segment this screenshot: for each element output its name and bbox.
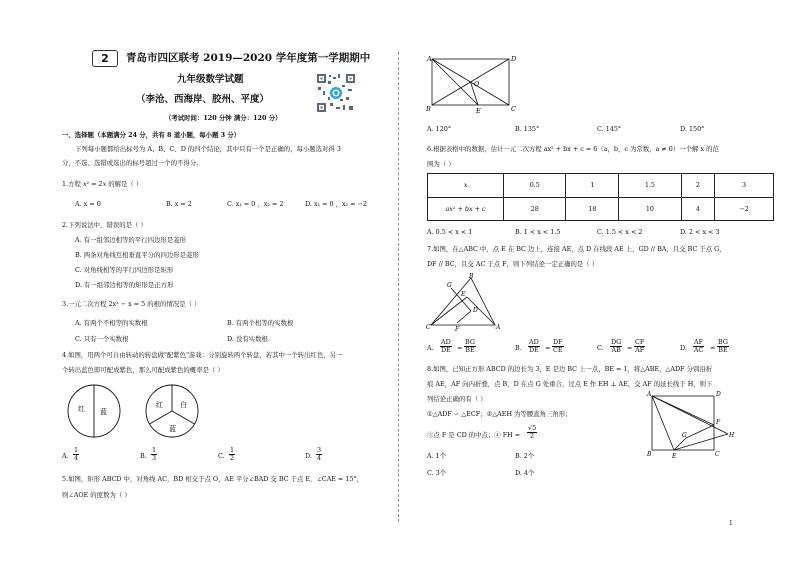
q4-option-a-label: A. <box>62 452 69 460</box>
q7-c-left-fraction <box>610 339 622 354</box>
q3-option-b: B. 有两个相等的实数根 <box>227 319 294 327</box>
q4-b-numerator: 1 <box>152 446 157 454</box>
q5-stem-line2: 则∠AOE 的度数为（ ） <box>62 491 131 499</box>
q5-label-o: O <box>474 80 480 88</box>
table-row <box>428 174 774 198</box>
q8-option-a: A. 1个 <box>427 452 447 460</box>
q8-label-h: H <box>729 432 735 439</box>
q5-option-c: C. 145° <box>597 125 622 133</box>
section-1-instruction-line1: 下列每小题都给出标号为 A、B、C、D 的四个结论，其中只有一个是正确的，每小题选对得 3 <box>75 145 341 153</box>
q3-option-a: A. 有两个不相等的实数根 <box>75 319 148 327</box>
q4-c-denominator: 2 <box>230 454 235 462</box>
q8-fh-fraction <box>527 425 537 440</box>
fraction-denominator: CE <box>553 346 563 354</box>
fraction-numerator: AD <box>441 338 451 346</box>
table-cell: 28 <box>504 197 566 221</box>
q5-label-d: D <box>511 55 517 63</box>
q5-rectangle-figure <box>420 52 520 114</box>
fraction-denominator: BE <box>465 346 475 354</box>
q4-a-numerator: 1 <box>74 446 79 454</box>
q5-label-e: E <box>476 107 481 114</box>
spinner1-label-blue: 蓝 <box>100 408 107 416</box>
fraction-denominator: AC <box>693 346 704 354</box>
q8-statements-line2: ③点 F 是 CD 的中点；④ FH = <box>427 431 521 439</box>
exam-regions: （李沧、西海岸、胶州、平度） <box>136 94 270 105</box>
fraction-denominator: 2 <box>530 432 535 440</box>
q5-option-a: A. 120° <box>427 125 452 133</box>
table-cell: 3 <box>715 174 774 198</box>
fraction-numerator: √5 <box>528 424 537 432</box>
q5-stem-line1: 5.如图，矩形 ABCD 中，对角线 AC，BD 相交于点 O，AE 平分∠BAD 交 BC 于点 E，∠CAE = 15°， <box>62 475 364 483</box>
fraction-numerator: BG <box>465 338 475 346</box>
q8-label-g: G <box>682 432 687 439</box>
table-cell: 2 <box>681 174 715 198</box>
table-row <box>428 197 774 221</box>
q4-b-denominator: 3 <box>152 454 157 462</box>
q4-spinner-red-blue <box>64 381 124 441</box>
q4-stem-line1: 4.如图，用两个可自由转动的转盘做"配紫色"游戏：分别旋转两个转盘，若其中一个转出红色，另一 <box>62 351 343 359</box>
q7-stem-line1: 7.如图，在△ABC 中，点 E 在 BC 边上，连接 AE，点 D 在线段 AE 上，GD // BA，且交 BC 于点 G， <box>427 245 726 253</box>
table-cell: ax² + bx + c <box>428 197 504 221</box>
table-cell: 1 <box>566 174 619 198</box>
equals-sign: = <box>545 344 551 352</box>
q7-d-left-fraction <box>693 339 704 354</box>
q7-option-a-label: A. <box>427 344 434 352</box>
q2-stem: 2.下列说法中，错误的是（ ） <box>62 221 147 229</box>
fraction-denominator: DE <box>528 346 539 354</box>
q7-label-g: G <box>447 282 452 289</box>
section-1-title: 一、选择题（本题满分 24 分，共有 8 道小题，每小题 3 分） <box>62 131 241 139</box>
page-number: 1 <box>729 520 733 527</box>
q1-stem <box>62 180 142 188</box>
q2-option-d: D. 有一组邻边相等的矩形是正方形 <box>75 281 174 289</box>
q8-square-figure <box>644 390 736 460</box>
q3-stem: 3.一元二次方程 2x² − x = 5 的根的情况是（ ） <box>62 300 201 308</box>
table-cell: x <box>428 174 504 198</box>
q8-label-d: D <box>716 391 721 398</box>
fraction-numerator: BG <box>718 338 728 346</box>
q7-option-b-label: B. <box>515 344 522 352</box>
exam-info: （考试时间：120 分钟 满分：120 分） <box>165 114 282 122</box>
q4-option-c-fraction <box>229 447 235 462</box>
q7-triangle-figure <box>423 272 503 332</box>
q7-label-a: A <box>496 324 501 331</box>
q6-value-table <box>427 173 774 221</box>
q4-option-c-label: C. <box>218 452 225 460</box>
table-cell: 4 <box>681 197 715 221</box>
q7-b-left-fraction <box>528 339 540 354</box>
q8-label-b: B <box>647 451 652 458</box>
q7-label-d: D <box>473 307 478 314</box>
spinner2-label-blue: 蓝 <box>169 425 176 433</box>
fraction-denominator: DE <box>440 346 451 354</box>
q7-c-right-fraction <box>634 339 645 354</box>
q5-label-c: C <box>511 105 516 113</box>
fraction-numerator: CF <box>635 338 645 346</box>
q7-b-right-fraction <box>552 339 564 354</box>
table-cell: 10 <box>619 197 681 221</box>
exam-title: 青岛市四区联考 2019—2020 学年度第一学期期中 <box>126 52 371 64</box>
q4-spinner-red-white-blue <box>142 381 202 441</box>
q1-option-a: A. x = 0 <box>75 200 101 208</box>
q1-option-c: C. x₁ = 0 ，x₂ = 2 <box>227 200 284 208</box>
fraction-numerator: AD <box>529 338 539 346</box>
qr-code-image <box>316 73 356 113</box>
q8-stem-line2: 痕 AE，AF 向内折叠，点 B，D 在点 G 处重合，过点 E 作 EH ⊥ AE，交 AF 的延长线于 H，则下 <box>427 380 713 388</box>
q5-option-b: B. 135° <box>515 125 540 133</box>
q8-stem-line1: 8.如图，已知正方形 ABCD 的边长为 3，E 是边 BC 上一点，BE = 1，将△ABE，△ADF 分别沿折 <box>427 365 713 373</box>
q7-label-e: E <box>461 291 466 298</box>
equals-sign: = <box>710 344 716 352</box>
section-1-instruction-line2: 分，不选、选错或选出的标号超过一个的不得分. <box>62 159 199 167</box>
fraction-denominator: AB <box>611 346 621 354</box>
q4-option-d-fraction <box>316 447 322 462</box>
q1-stem-text: 1.方程 <box>62 180 81 188</box>
q8-option-c: C. 3个 <box>427 469 447 477</box>
q7-label-b: B <box>469 273 474 280</box>
q4-a-denominator: 4 <box>74 454 79 462</box>
q8-label-e: E <box>672 453 677 460</box>
q7-a-left-fraction <box>440 339 452 354</box>
q8-label-a: A <box>647 391 652 398</box>
q7-option-c-label: C. <box>597 344 604 352</box>
q8-option-d: D. 4个 <box>515 469 535 477</box>
q4-d-denominator: 4 <box>317 454 322 462</box>
q2-option-c: C. 对角线相等的平行四边形是矩形 <box>75 266 174 274</box>
q4-option-d-label: D. <box>305 452 312 460</box>
table-cell: 1.5 <box>619 174 681 198</box>
q1-equation: x² = 2x <box>82 180 107 188</box>
q8-label-c: C <box>715 451 720 458</box>
exam-subtitle: 九年级数学试题 <box>177 74 244 85</box>
q4-stem-line2: 个转出蓝色即可配成紫色，那么可配成紫色的概率是（ ） <box>62 366 224 374</box>
q8-statements-line1: ①△ADF ∽ △ECF；②△AEH 为等腰直角三角形； <box>427 410 572 418</box>
q1-option-d: D. x₁ = 0 ，x₂ = −2 <box>305 200 368 208</box>
fraction-denominator: AF <box>635 346 645 354</box>
spinner1-label-red: 红 <box>78 405 85 413</box>
q7-option-d-label: D. <box>680 344 687 352</box>
equals-sign: = <box>457 344 463 352</box>
q3-option-c: C. 只有一个实数根 <box>75 335 129 343</box>
q7-a-right-fraction <box>464 339 476 354</box>
q4-d-numerator: 3 <box>317 446 322 454</box>
q6-option-d: D. 2 < x < 3 <box>680 228 720 236</box>
q7-d-right-fraction <box>717 339 729 354</box>
q5-label-b: B <box>426 105 431 113</box>
spinner2-label-red: 红 <box>156 401 163 409</box>
q5-label-a: A <box>427 55 432 63</box>
fraction-numerator: DF <box>553 338 563 346</box>
q8-option-b: B. 2个 <box>515 452 535 460</box>
q6-option-a: A. 0.5 < x < 1 <box>427 228 473 236</box>
q4-option-a-fraction <box>73 447 79 462</box>
q2-option-a: A. 有一组邻边相等的平行四边形是菱形 <box>75 236 186 244</box>
q4-c-numerator: 1 <box>230 446 235 454</box>
table-cell: 18 <box>566 197 619 221</box>
column-divider <box>398 52 399 522</box>
q8-stem-line3: 列结论正确的有（ ） <box>427 395 487 403</box>
q6-option-c: C. 1.5 < x < 2 <box>597 228 643 236</box>
fraction-numerator: AF <box>694 338 704 346</box>
q7-label-f: F <box>455 326 460 332</box>
q1-option-b: B. x = 2 <box>166 200 192 208</box>
fraction-denominator: BE <box>718 346 728 354</box>
table-cell: −2 <box>715 197 774 221</box>
q4-option-b-label: B. <box>140 452 147 460</box>
q2-option-b: B. 两条对角线互相垂直平分的四边形是菱形 <box>75 251 199 259</box>
q6-stem-line2: 围为（ ） <box>427 160 455 168</box>
fraction-numerator: DG <box>611 338 622 346</box>
q1-stem-tail: 的解是（ ） <box>108 180 143 188</box>
q6-stem-line1: 6.根据表格中的数据，估计一元二次方程 ax² + bx + c = 6（a，b，c 为常数，a ≠ 0）一个解 x 的范 <box>427 145 719 153</box>
spinner2-label-white: 白 <box>180 401 187 409</box>
table-cell: 0.5 <box>504 174 566 198</box>
equals-sign: = <box>627 344 633 352</box>
q5-option-d: D. 150° <box>680 125 705 133</box>
q4-option-b-fraction <box>151 447 157 462</box>
q8-label-f: F <box>716 419 721 426</box>
q7-label-c: C <box>426 324 431 331</box>
q7-stem-line2: DF // BC，且交 AC 于点 F，则下列结论一定正确的是（ ） <box>427 260 599 268</box>
paper-number-box: 2 <box>92 50 118 67</box>
q6-option-b: B. 1 < x < 1.5 <box>515 228 561 236</box>
q3-option-d: D. 没有实数根 <box>227 335 268 343</box>
